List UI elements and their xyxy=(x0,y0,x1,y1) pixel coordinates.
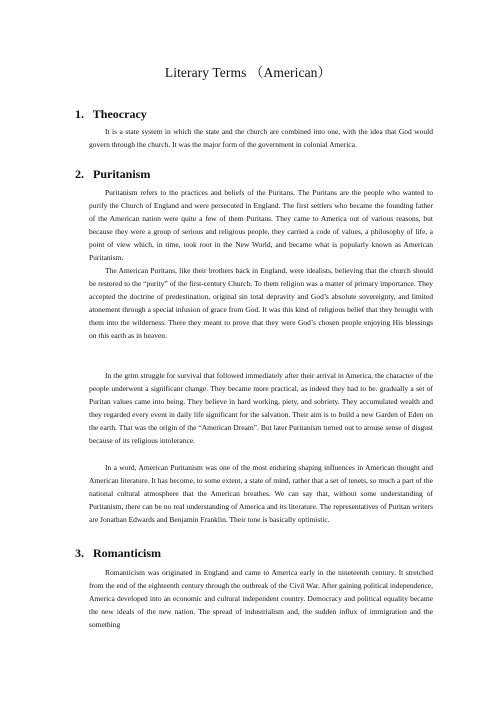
section-number: 3. xyxy=(75,546,84,560)
section-title: Theocracy xyxy=(92,107,147,121)
section-heading-romanticism xyxy=(75,546,161,561)
paragraph: In the grim struggle for survival that followed immediately after their arrival in America, the character of the people underwent a significant change. They became more practical, as indeed they had to be. gradually a set of Puritan values came into being. They believe in hard working, piety, and sobriety. They accumulated wealth and they regarded every event in daily life significant for the salvation. Their aim is to build a new Garden of Eden on the earth. That was the origin of the “American Dream”. But later Puritanism turned out to arouse sense of disgust because of its religious intolerance. xyxy=(89,371,433,446)
paragraph: Puritanism refers to the practices and beliefs of the Puritans. The Puritans are the people who wanted to purify the Church of England and were persecuted in England. The first settlers who became the founding father of the American nation were quite a few of them Puritans. They came to America out of various reasons, but because they were a group of serious and religious people, they carried a code of values, a philosophy of life, a point of view which, in time, took root in the New World, and became what is popularly known as American Puritanism. xyxy=(89,188,433,263)
paragraph: It is a state system in which the state and the church are combined into one, with the idea that God would govern through the church. It was the major form of the government in colonial America. xyxy=(89,127,433,150)
section-number: 2. xyxy=(75,167,84,181)
paragraph: In a word, American Puritanism was one of the most enduring shaping influences in American thought and American literature. It has become, to some extent, a state of mind, rather that a set of tenets, so much a part of the national cultural atmosphere that the American breathes. We can say that, without some understanding of Puritanism, there can be no real understanding of America and its literature. The representatives of Puritan writers are Jonathan Edwards and Benjamin Franklin. Their tone is basically optimistic. xyxy=(89,463,433,525)
section-heading-theocracy xyxy=(75,107,147,122)
section-number: 1. xyxy=(75,107,84,121)
document-title: Literary Terms （American） xyxy=(164,65,332,80)
paragraph: The American Puritans, like their brothers back in England, were idealists, believing that the church should be restored to the “purity” of the first-century Church. To them religion was a matter of primary importance. They accepted the doctrine of predestination, original sin total depravity and God’s absolute sovereignty, and limited atonement through a special infusion of grace from God. It was this kind of religious belief that they brought with them into the wilderness. There they meant to prove that they were God’s chosen people enjoying His blessings on this earth as in heaven. xyxy=(89,266,433,341)
section-heading-puritanism xyxy=(75,167,150,182)
section-title: Puritanism xyxy=(93,167,151,181)
paragraph: Romanticism was originated in England and came to America early in the nineteenth century. It stretched from the end of the eighteenth century through the outbreak of the Civil War. After gaining political independence, America developed into an economic and cultural independent country. Democracy and political equality became the new ideals of the new nation. The spread of industrialism and, the sudden influx of immigration and the something xyxy=(89,568,433,630)
section-title: Romanticism xyxy=(93,546,161,560)
